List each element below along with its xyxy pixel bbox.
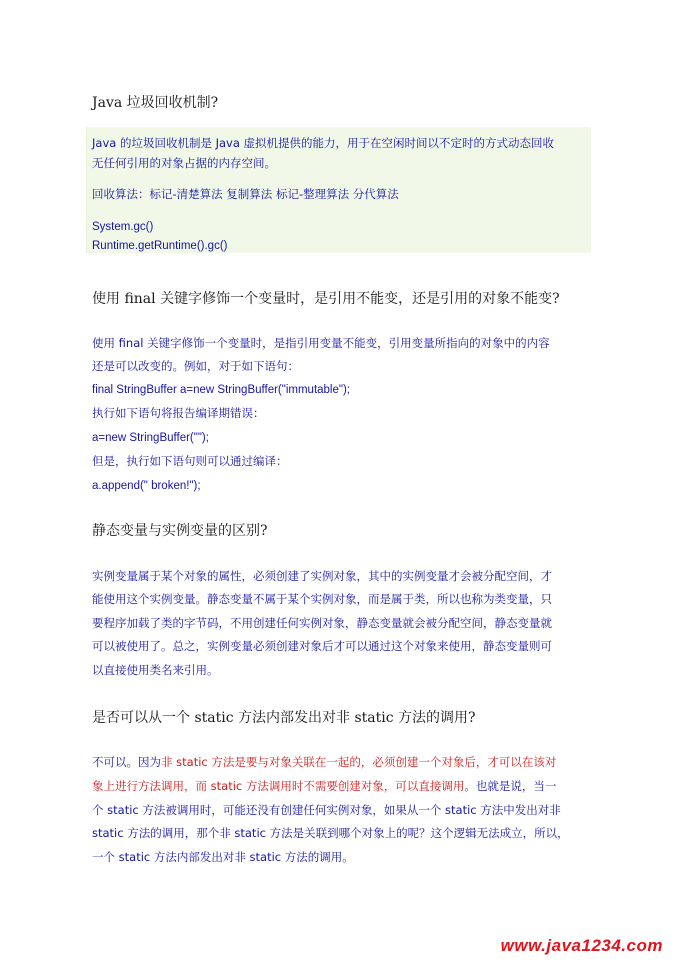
answer-line <box>92 778 556 794</box>
answer-text-blue: 不可以。因为 <box>92 755 161 769</box>
answer-text-red: 象上进行方法调用，而 static 方法调用时不需要创建对象，可以直接调用 <box>92 779 465 793</box>
answer-line: 个 static 方法被调用时，可能还没有创建任何实例对象，如果从一个 static 方法中发出对非 <box>92 803 561 817</box>
answer-text-blue: 。也就是说，当一 <box>464 779 557 793</box>
answer-line: 回收算法：标记-清楚算法 复制算法 标记-整理算法 分代算法 <box>92 187 399 201</box>
code-line: final StringBuffer a=new StringBuffer("immutable"); <box>92 384 350 396</box>
answer-line: 以直接使用类名来引用。 <box>92 663 219 677</box>
question-heading: 静态变量与实例变量的区别? <box>92 523 268 539</box>
answer-line: static 方法的调用，那个非 static 方法是关联到哪个对象上的呢？这个逻辑无法成立，所以， <box>92 826 569 840</box>
answer-line <box>92 754 556 770</box>
question-heading: 是否可以从一个 static 方法内部发出对非 static 方法的调用? <box>92 710 476 726</box>
answer-line: Java 的垃圾回收机制是 Java 虚拟机提供的能力，用于在空闲时间以不定时的方式动态回收 <box>92 136 555 150</box>
question-heading: Java 垃圾回收机制? <box>92 95 219 111</box>
answer-text-red: 非 static 方法是要与对象关联在一起的，必须创建一个对象后，才可以在该对 <box>161 755 557 769</box>
answer-line: 要程序加载了类的字节码，不用创建任何实例对象，静态变量就会被分配空间，静态变量就 <box>92 616 552 630</box>
answer-line: 无任何引用的对象占据的内存空间。 <box>92 156 276 170</box>
code-line: Runtime.getRuntime().gc() <box>92 240 228 252</box>
code-line: System.gc() <box>92 221 154 233</box>
code-line: a=new StringBuffer(""); <box>92 432 209 444</box>
answer-line: 使用 final 关键字修饰一个变量时，是指引用变量不能变，引用变量所指向的对象中的内容 <box>92 336 550 350</box>
code-line: a.append(" broken!"); <box>92 480 201 492</box>
answer-line: 实例变量属于某个对象的属性，必须创建了实例对象，其中的实例变量才会被分配空间，才 <box>92 569 552 583</box>
answer-line: 但是，执行如下语句则可以通过编译： <box>92 454 288 468</box>
answer-line: 能使用这个实例变量。静态变量不属于某个实例对象，而是属于类，所以也称为类变量，只 <box>92 592 552 606</box>
question-heading: 使用 final 关键字修饰一个变量时，是引用不能变，还是引用的对象不能变? <box>92 291 560 307</box>
answer-line: 执行如下语句将报告编译期错误： <box>92 406 265 420</box>
site-watermark: www.java1234.com <box>500 936 663 955</box>
answer-line: 还是可以改变的。例如，对于如下语句： <box>92 359 299 373</box>
answer-line: 一个 static 方法内部发出对非 static 方法的调用。 <box>92 850 354 864</box>
answer-line: 可以被使用了。总之，实例变量必须创建对象后才可以通过这个对象来使用，静态变量则可 <box>92 639 552 653</box>
